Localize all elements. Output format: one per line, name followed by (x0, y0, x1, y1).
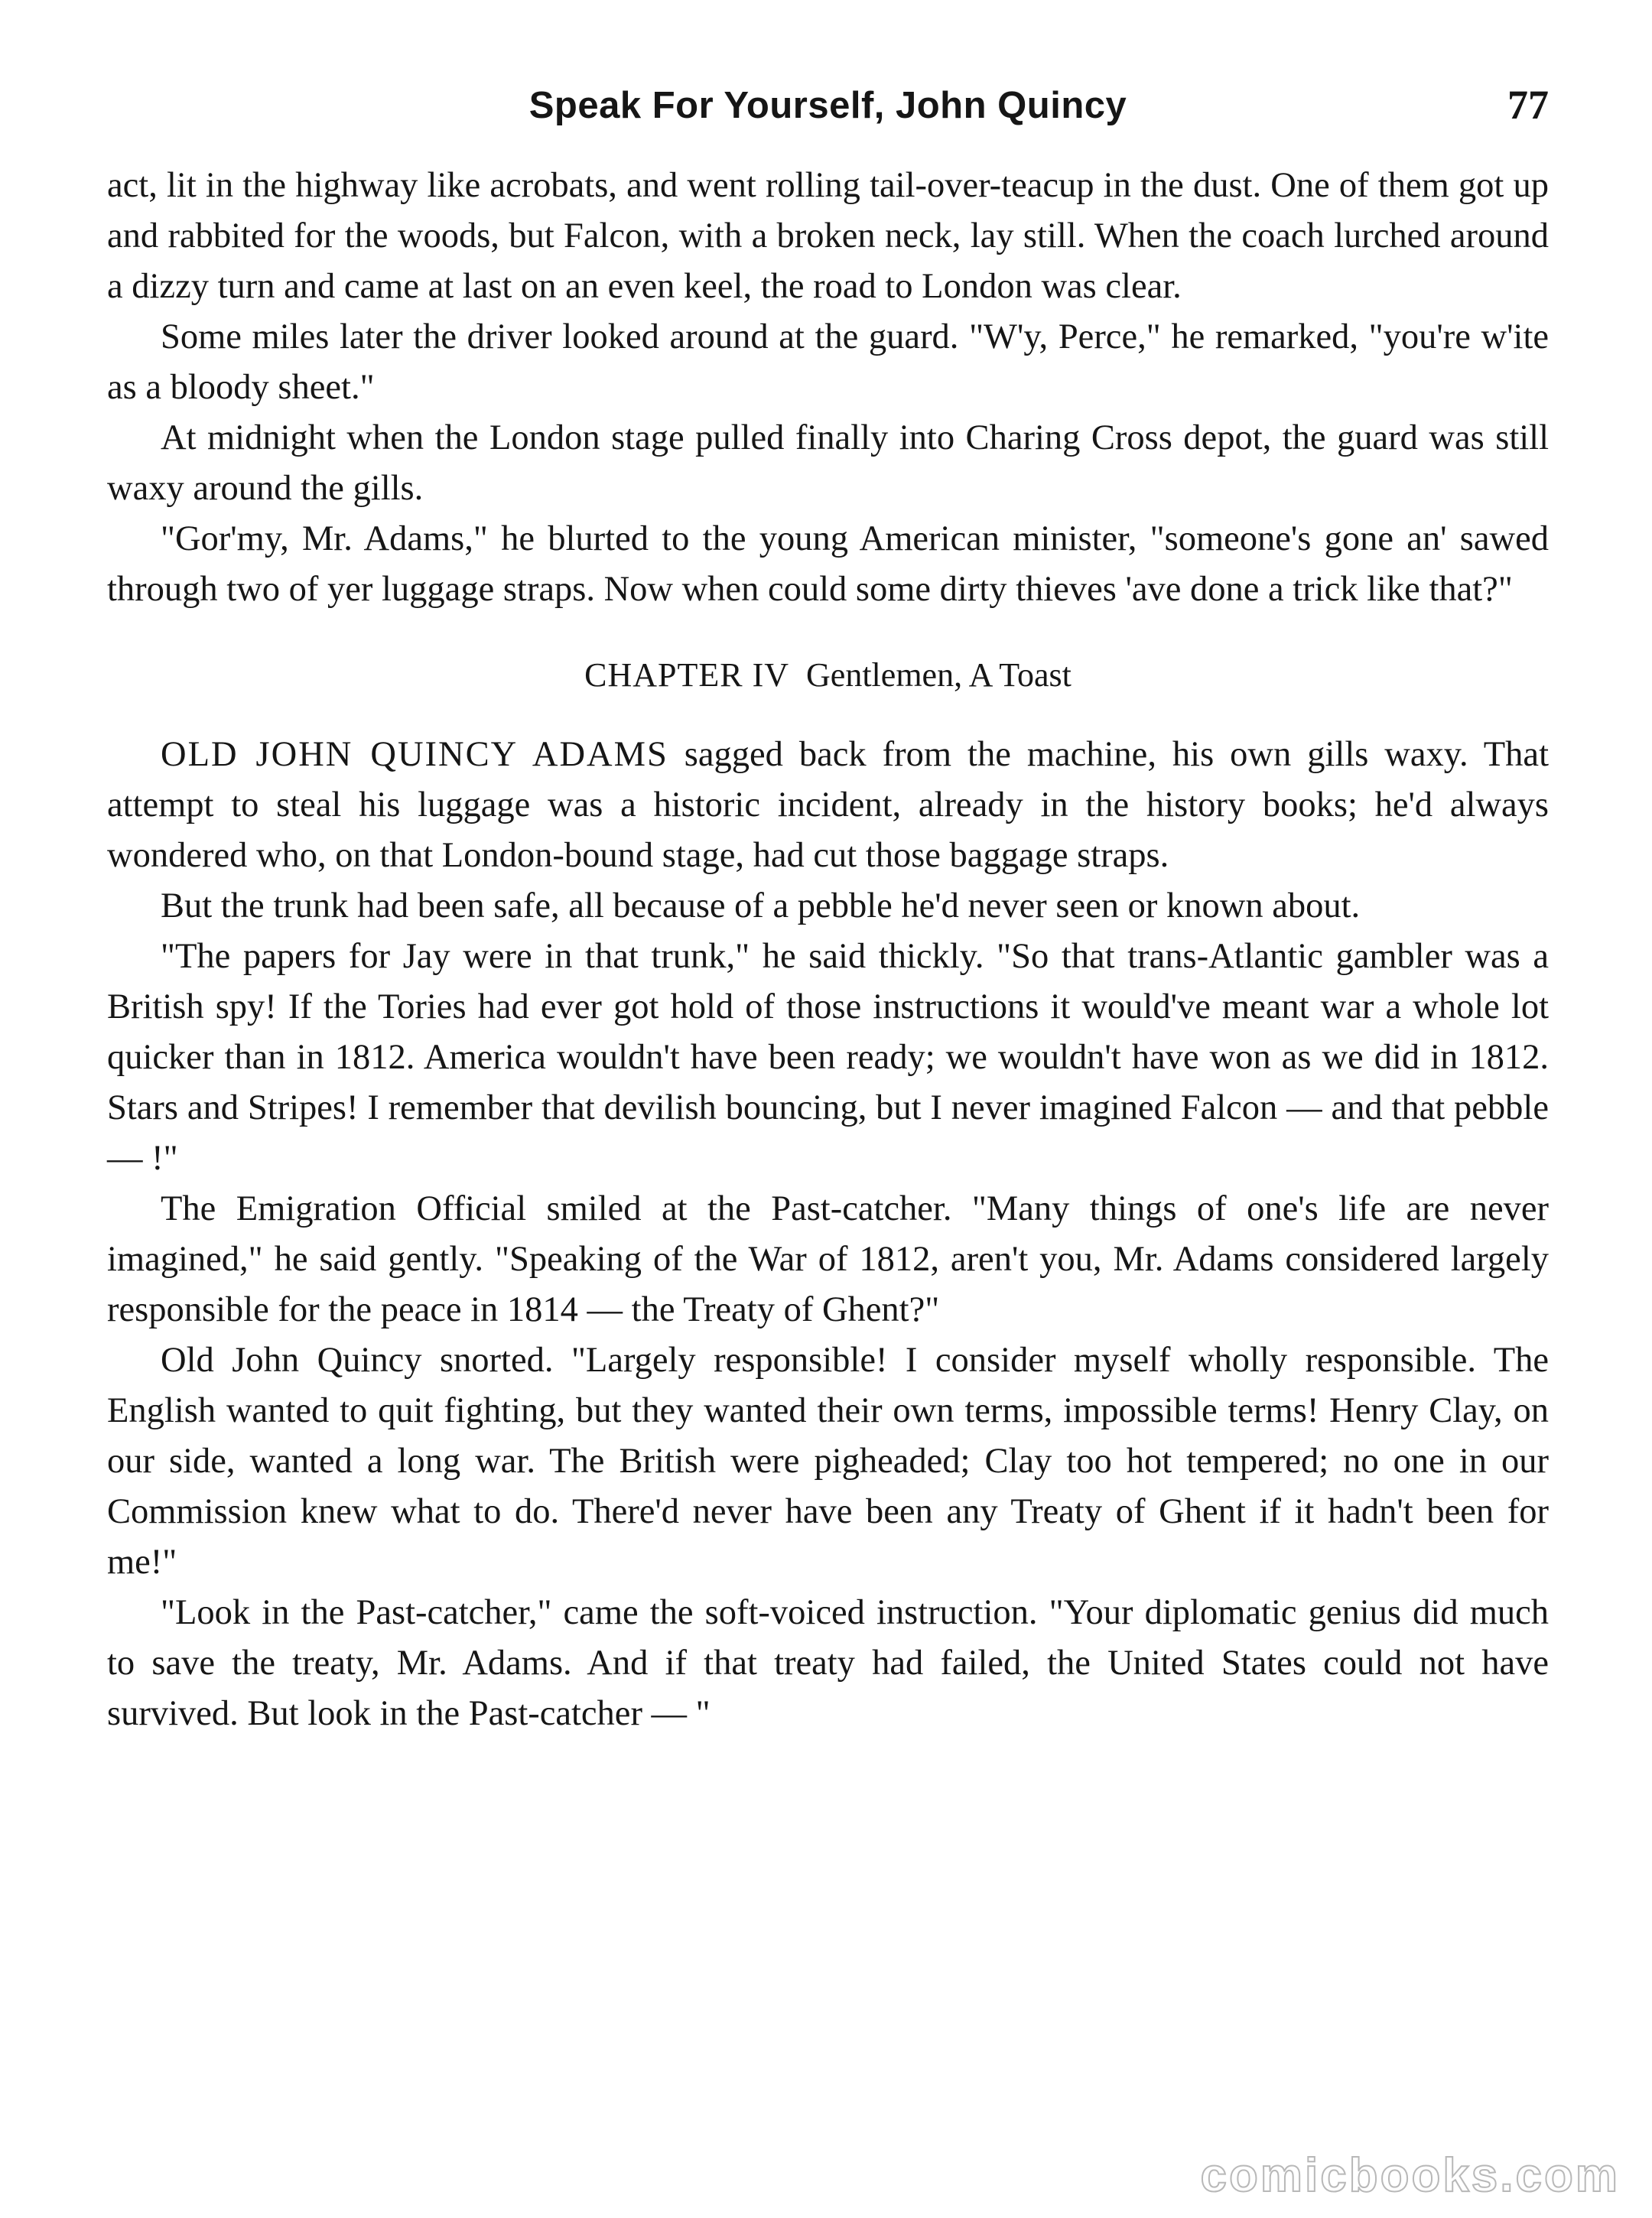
paragraph: act, lit in the highway like acrobats, and went rolling tail-over-teacup in the dust. One of them got up and rabbited for the woods, but Falcon, with a broken neck, lay still. When the coach lurched around a dizzy turn and came at last on an even keel, the road to London was clear. (107, 166, 1549, 306)
chapter-number: CHAPTER IV (584, 656, 790, 694)
paragraph: The Emigration Official smiled at the Past-catcher. "Many things of one's life are never imagined," he said gently. "Speaking of the War of 1812, aren't you, Mr. Adams considered largely responsible for the peace in 1814 — the Treaty of Ghent?" (107, 1189, 1549, 1329)
paragraph: But the trunk had been safe, all because of a pebble he'd never seen or known about. (161, 886, 1361, 925)
site-watermark: comicbooks.com (1200, 2149, 1620, 2202)
paragraph: "Gor'my, Mr. Adams," he blurted to the young American minister, "someone's gone an' sawed through two of yer luggage straps. Now when could some dirty thieves 'ave done a trick like that?" (107, 519, 1549, 609)
running-title: Speak For Yourself, John Quincy (528, 85, 1127, 126)
chapter-opening-paragraph (107, 730, 1549, 881)
chapter-opening-text: sagged back from the machine, his own gills waxy. That attempt to steal his luggage was a historic incident, already in the history books; he'd always wondered who, on that London-bound stage, had cut those baggage straps. (107, 735, 1549, 875)
paragraph: "The papers for Jay were in that trunk," he said thickly. "So that trans-Atlantic gambler was a British spy! If the Tories had ever got hold of those instructions it would've meant war a whole lot quicker than in 1812. America wouldn't have been ready; we wouldn't have won as we did in 1812. Stars and Stripes! I remember that devilish bouncing, but I never imagined Falcon — and that pebble — !" (107, 937, 1549, 1178)
page-number: 77 (1507, 82, 1549, 128)
chapter-lead-in: OLD JOHN QUINCY ADAMS (161, 735, 668, 774)
chapter-title: Gentlemen, A Toast (806, 656, 1072, 694)
paragraph: "Look in the Past-catcher," came the soft-voiced instruction. "Your diplomatic genius did much to save the treaty, Mr. Adams. And if that treaty had failed, the United States could not have survived. But look in the Past-catcher — " (107, 1593, 1549, 1733)
paragraph: At midnight when the London stage pulled finally into Charing Cross depot, the guard was still waxy around the gills. (107, 418, 1549, 508)
paragraph: Some miles later the driver looked around at the guard. "W'y, Perce," he remarked, "you're w'ite as a bloody sheet." (107, 317, 1549, 407)
chapter-heading (107, 650, 1549, 701)
paragraph: Old John Quincy snorted. "Largely responsible! I consider myself wholly responsible. The English wanted to quit fighting, but they wanted their own terms, impossible terms! Henry Clay, on our side, wanted a long war. The British were pigheaded; Clay too hot tempered; no one in our Commission knew what to do. There'd never have been any Treaty of Ghent if it hadn't been for me!" (107, 1341, 1549, 1582)
page-header (107, 84, 1549, 138)
body-text (107, 161, 1549, 1739)
